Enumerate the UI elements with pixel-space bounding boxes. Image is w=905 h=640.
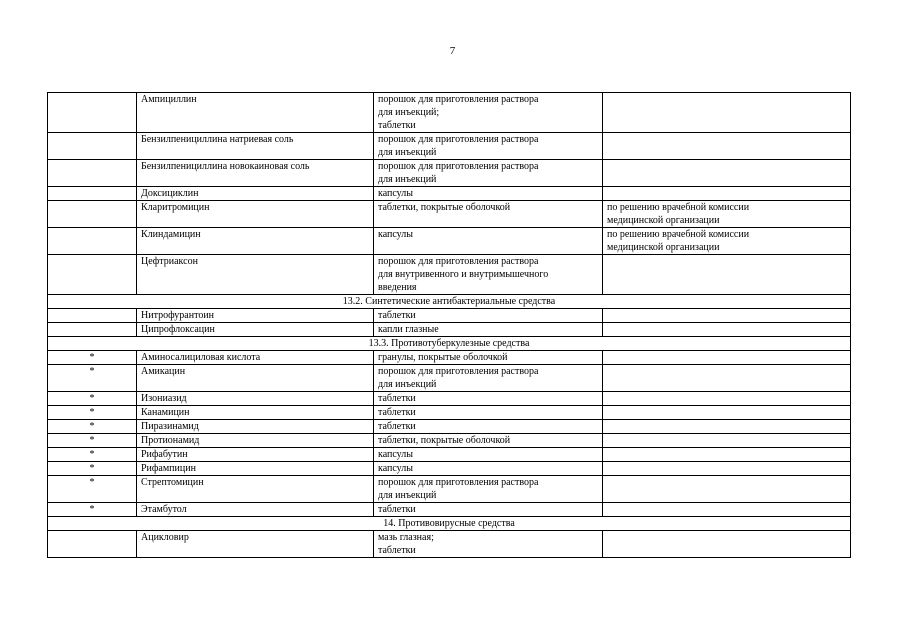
note-cell	[603, 160, 851, 187]
dosage-form-cell: капсулы	[374, 448, 603, 462]
table-row	[48, 462, 851, 476]
table-row	[48, 187, 851, 201]
table-row	[48, 228, 851, 255]
drug-name-cell: Клиндамицин	[137, 228, 374, 255]
table-row	[48, 503, 851, 517]
dosage-form-cell: таблетки	[374, 309, 603, 323]
table-row	[48, 93, 851, 133]
dosage-form-cell: порошок для приготовления раствора для инъекций	[374, 476, 603, 503]
table-row	[48, 434, 851, 448]
row-mark-cell	[48, 133, 137, 160]
table-row	[48, 160, 851, 187]
table-row	[48, 476, 851, 503]
drug-name-cell: Протионамид	[137, 434, 374, 448]
drug-table	[47, 92, 851, 558]
table-row	[48, 255, 851, 295]
drug-name-cell: Пиразинамид	[137, 420, 374, 434]
row-mark-cell	[48, 187, 137, 201]
note-cell	[603, 309, 851, 323]
table-row	[48, 420, 851, 434]
dosage-form-cell: таблетки	[374, 392, 603, 406]
dosage-form-cell: таблетки	[374, 420, 603, 434]
table-body	[48, 93, 851, 558]
row-mark-cell: *	[48, 392, 137, 406]
drug-name-cell: Стрептомицин	[137, 476, 374, 503]
row-mark-cell: *	[48, 351, 137, 365]
dosage-form-cell: гранулы, покрытые оболочкой	[374, 351, 603, 365]
drug-name-cell: Цефтриаксон	[137, 255, 374, 295]
note-cell	[603, 187, 851, 201]
note-cell	[603, 476, 851, 503]
table-row	[48, 531, 851, 558]
note-cell	[603, 365, 851, 392]
row-mark-cell: *	[48, 448, 137, 462]
note-cell	[603, 503, 851, 517]
note-cell	[603, 133, 851, 160]
row-mark-cell	[48, 201, 137, 228]
row-mark-cell	[48, 531, 137, 558]
table-row	[48, 133, 851, 160]
note-cell	[603, 434, 851, 448]
note-cell	[603, 255, 851, 295]
page-number: 7	[449, 45, 456, 57]
dosage-form-cell: порошок для приготовления раствора для инъекций	[374, 160, 603, 187]
drug-name-cell: Бензилпенициллина новокаиновая соль	[137, 160, 374, 187]
dosage-form-cell: таблетки, покрытые оболочкой	[374, 201, 603, 228]
table-row	[48, 201, 851, 228]
row-mark-cell	[48, 228, 137, 255]
note-cell	[603, 392, 851, 406]
dosage-form-cell: таблетки, покрытые оболочкой	[374, 434, 603, 448]
note-cell	[603, 406, 851, 420]
dosage-form-cell: капсулы	[374, 462, 603, 476]
drug-name-cell: Ампициллин	[137, 93, 374, 133]
row-mark-cell	[48, 323, 137, 337]
row-mark-cell	[48, 309, 137, 323]
row-mark-cell: *	[48, 434, 137, 448]
drug-name-cell: Ацикловир	[137, 531, 374, 558]
note-cell	[603, 351, 851, 365]
table-row	[48, 309, 851, 323]
row-mark-cell: *	[48, 365, 137, 392]
row-mark-cell: *	[48, 462, 137, 476]
row-mark-cell	[48, 255, 137, 295]
dosage-form-cell: капсулы	[374, 228, 603, 255]
drug-name-cell: Аминосалициловая кислота	[137, 351, 374, 365]
table-row	[48, 406, 851, 420]
note-cell	[603, 420, 851, 434]
drug-name-cell: Ципрофлоксацин	[137, 323, 374, 337]
section-header-row	[48, 517, 851, 531]
note-cell: по решению врачебной комиссии медицинской организации	[603, 201, 851, 228]
drug-name-cell: Рифабутин	[137, 448, 374, 462]
note-cell	[603, 462, 851, 476]
dosage-form-cell: таблетки	[374, 406, 603, 420]
drug-name-cell: Бензилпенициллина натриевая соль	[137, 133, 374, 160]
row-mark-cell: *	[48, 406, 137, 420]
row-mark-cell: *	[48, 503, 137, 517]
drug-name-cell: Канамицин	[137, 406, 374, 420]
dosage-form-cell: таблетки	[374, 503, 603, 517]
drug-name-cell: Кларитромицин	[137, 201, 374, 228]
note-cell: по решению врачебной комиссии медицинской организации	[603, 228, 851, 255]
table-row	[48, 365, 851, 392]
section-header-row	[48, 337, 851, 351]
table-row	[48, 323, 851, 337]
table-row	[48, 351, 851, 365]
dosage-form-cell: порошок для приготовления раствора для инъекций; таблетки	[374, 93, 603, 133]
note-cell	[603, 531, 851, 558]
table-row	[48, 392, 851, 406]
note-cell	[603, 448, 851, 462]
dosage-form-cell: капсулы	[374, 187, 603, 201]
section-title: 13.2. Синтетические антибактериальные средства	[48, 295, 851, 309]
section-header-row	[48, 295, 851, 309]
drug-name-cell: Этамбутол	[137, 503, 374, 517]
dosage-form-cell: порошок для приготовления раствора для внутривенного и внутримышечного введения	[374, 255, 603, 295]
table-row	[48, 448, 851, 462]
dosage-form-cell: порошок для приготовления раствора для инъекций	[374, 133, 603, 160]
note-cell	[603, 93, 851, 133]
row-mark-cell: *	[48, 476, 137, 503]
drug-name-cell: Рифампицин	[137, 462, 374, 476]
dosage-form-cell: капли глазные	[374, 323, 603, 337]
dosage-form-cell: порошок для приготовления раствора для инъекций	[374, 365, 603, 392]
row-mark-cell: *	[48, 420, 137, 434]
row-mark-cell	[48, 160, 137, 187]
drug-name-cell: Доксициклин	[137, 187, 374, 201]
note-cell	[603, 323, 851, 337]
section-title: 13.3. Противотуберкулезные средства	[48, 337, 851, 351]
row-mark-cell	[48, 93, 137, 133]
section-title: 14. Противовирусные средства	[48, 517, 851, 531]
drug-name-cell: Амикацин	[137, 365, 374, 392]
drug-name-cell: Нитрофурантоин	[137, 309, 374, 323]
dosage-form-cell: мазь глазная; таблетки	[374, 531, 603, 558]
drug-name-cell: Изониазид	[137, 392, 374, 406]
